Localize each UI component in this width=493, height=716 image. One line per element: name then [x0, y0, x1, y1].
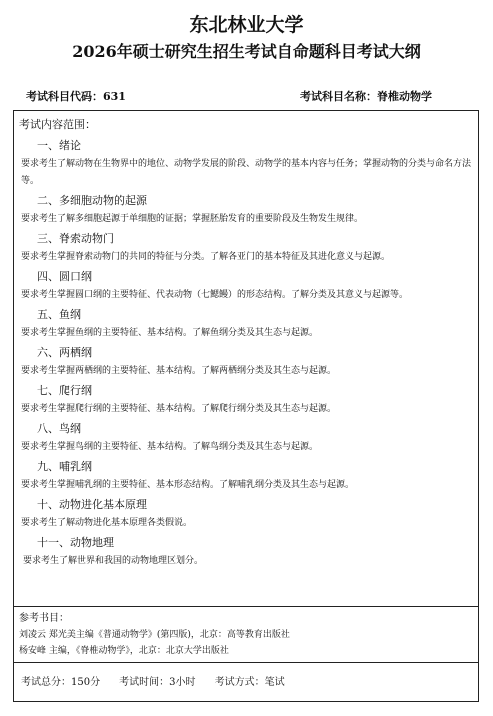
divider-footer [13, 662, 479, 663]
section-text: 要求考生掌握爬行纲的主要特征、基本结构。了解爬行纲分类及其生态与起源。 [21, 404, 337, 414]
section-heading: 七、爬行纲 [37, 384, 92, 397]
section-text: 要求考生了解动物在生物界中的地位、动物学发展的阶段、动物学的基本内容与任务；掌握动物的分类与命名方法等。 [21, 159, 472, 186]
total-score: 考试总分：150分 [21, 677, 101, 688]
references-title: 参考书目： [19, 613, 69, 624]
content-intro: 考试内容范围： [19, 118, 96, 131]
section-text: 要求考生了解动物进化基本原理各类假说。 [21, 518, 193, 528]
section-heading: 一、绪论 [37, 139, 81, 152]
section-heading: 四、圆口纲 [37, 270, 92, 283]
content-scope [19, 116, 474, 570]
section-text: 要求考生掌握哺乳纲的主要特征、基本形态结构。了解哺乳纲分类及其生态与起源。 [21, 480, 355, 490]
references [19, 611, 474, 659]
exam-method: 考试方式：笔试 [214, 677, 285, 688]
section-text: 要求考生掌握脊索动物门的共同的特征与分类。了解各亚门的基本特征及其进化意义与起源。 [21, 252, 391, 262]
section-heading: 十、动物进化基本原理 [37, 498, 147, 511]
section-heading: 二、多细胞动物的起源 [37, 194, 147, 207]
section-heading: 九、哺乳纲 [37, 460, 92, 473]
subject-name: 考试科目名称：脊椎动物学 [300, 90, 432, 103]
section-text: 要求考生掌握鱼纲的主要特征、基本结构。了解鱼纲分类及其生态与起源。 [21, 328, 319, 338]
divider-references [13, 606, 479, 607]
section-text: 要求考生掌握鸟纲的主要特征、基本结构。了解鸟纲分类及其生态与起源。 [21, 442, 319, 452]
section-heading: 八、鸟纲 [37, 422, 81, 435]
section-text: 要求考生了解世界和我国的动物地理区划分。 [23, 556, 204, 566]
section-text: 要求考生了解多细胞起源于单细胞的证据；掌握胚胎发育的重要阶段及生物发生规律。 [21, 214, 364, 224]
exam-outline-title: 2026年硕士研究生招生考试自命题科目考试大纲 [72, 42, 421, 61]
reference-item: 杨安峰 主编，《脊椎动物学》，北京：北京大学出版社 [19, 646, 229, 656]
section-heading: 五、鱼纲 [37, 308, 81, 321]
exam-info [21, 676, 285, 690]
section-heading: 三、脊索动物门 [37, 232, 114, 245]
exam-time: 考试时间：3小时 [119, 677, 196, 688]
section-text: 要求考生掌握圆口纲的主要特征、代表动物（七鳃鳗）的形态结构。了解分类及其意义与起源等。 [21, 290, 409, 300]
section-text: 要求考生掌握两栖纲的主要特征、基本结构。了解两栖纲分类及其生态与起源。 [21, 366, 337, 376]
university-title: 东北林业大学 [189, 14, 304, 36]
subject-code: 考试科目代码：631 [26, 90, 126, 103]
section-heading: 六、两栖纲 [37, 346, 92, 359]
reference-item: 刘凌云 郑光美主编《普通动物学》(第四版)，北京：高等教育出版社 [19, 630, 290, 640]
section-heading: 十一、动物地理 [37, 536, 114, 549]
